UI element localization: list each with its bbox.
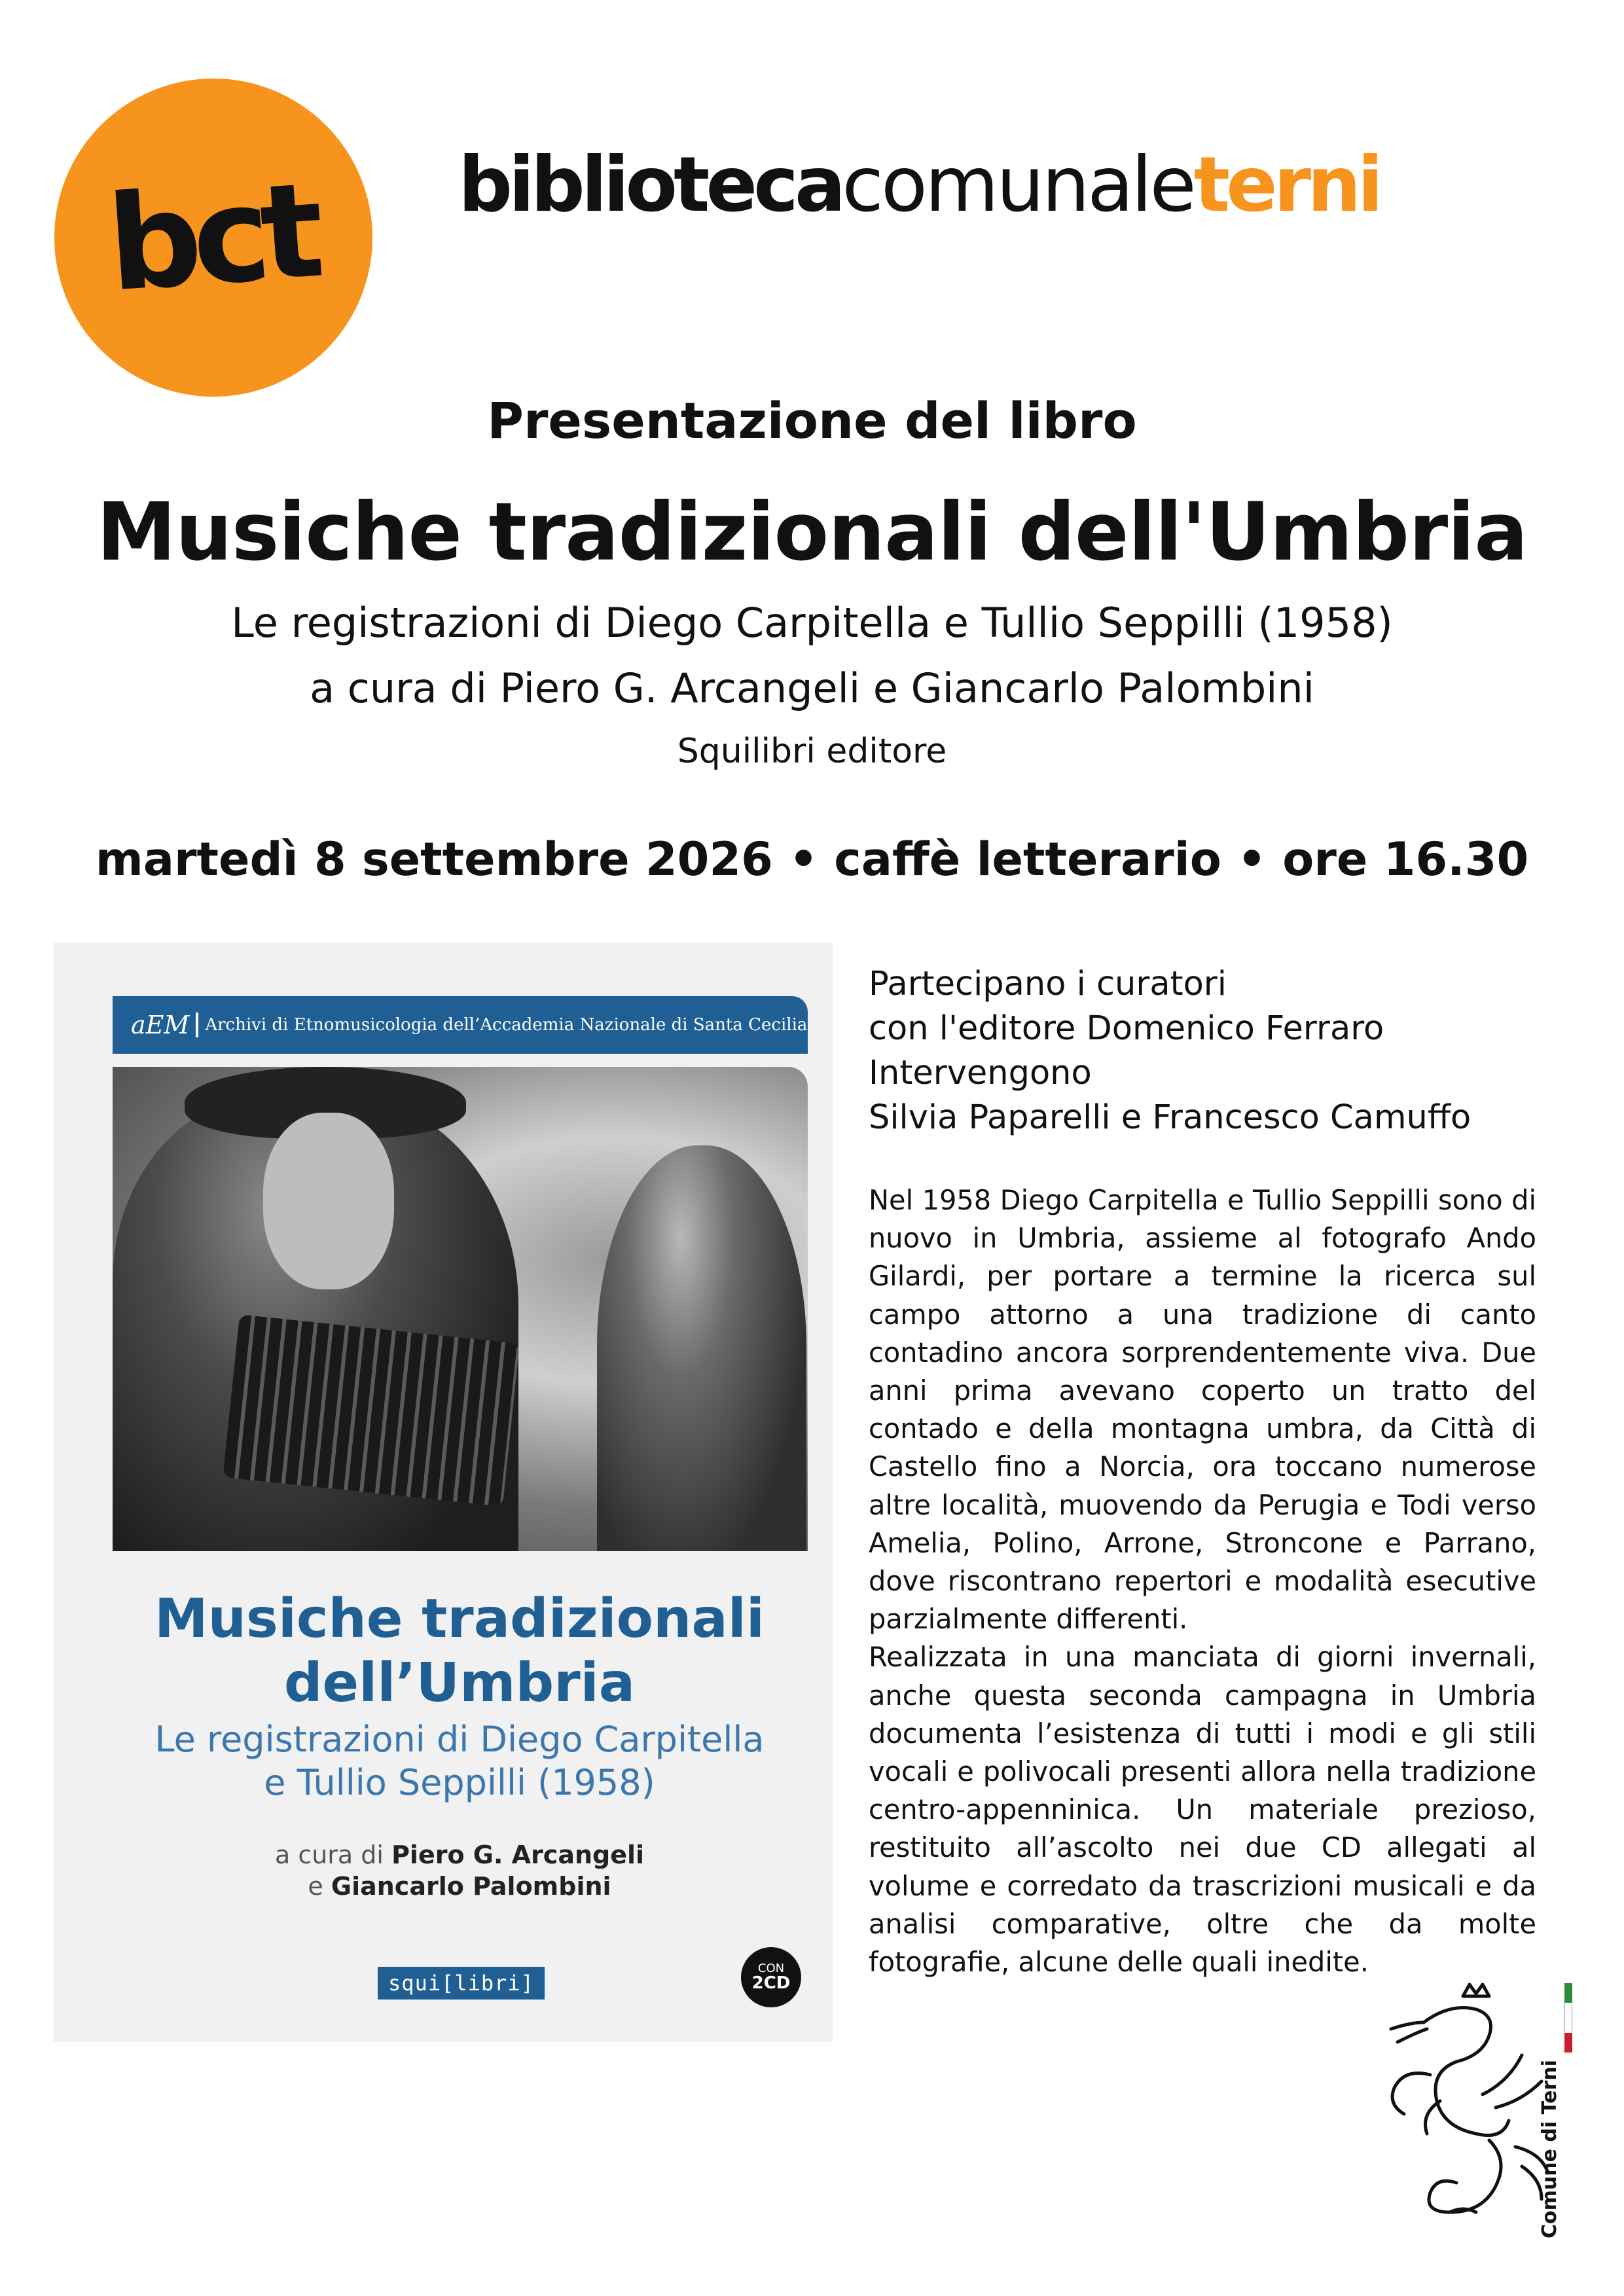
speakers-block [869, 962, 1536, 1140]
cd-badge-top: CON [757, 1962, 785, 1975]
cover-title-line1: Musiche tradizionali [154, 1588, 765, 1650]
curators: a cura di Piero G. Arcangeli e Giancarlo Palombini [310, 664, 1314, 712]
publisher: Squilibri editore [677, 732, 947, 771]
cover-curator-2: Giancarlo Palombini [331, 1872, 611, 1901]
photo-woman-silhouette [597, 1145, 806, 1551]
book-description [869, 1181, 1536, 1981]
flag-stripe [1564, 1983, 1572, 2053]
book-cover [54, 942, 833, 2042]
cover-title [54, 1587, 865, 1715]
series-name: Archivi di Etnomusicologia dell’Accademia Nazionale di Santa Cecilia [205, 1015, 808, 1035]
cover-curators [54, 1839, 865, 1902]
cover-subtitle-line1: Le registrazioni di Diego Carpitella [154, 1719, 765, 1760]
cd-badge [741, 1947, 801, 2007]
speakers-line: con l'editore Domenico Ferraro [869, 1009, 1384, 1048]
cover-subtitle-line2: e Tullio Seppilli (1958) [264, 1762, 655, 1803]
series-bar [113, 996, 808, 1054]
wordmark-biblioteca: biblioteca [458, 141, 842, 229]
photo-accordion [223, 1314, 520, 1507]
speakers-line: Silvia Paparelli e Francesco Camuffo [869, 1098, 1471, 1137]
wordmark-comunale: comunale [842, 141, 1194, 229]
cover-curators-label: a cura di [274, 1840, 384, 1869]
cover-subtitle [54, 1718, 865, 1804]
series-abbr: aEM [113, 1013, 198, 1037]
cd-badge-bottom: 2CD [751, 1973, 791, 1993]
library-wordmark [458, 141, 1380, 229]
photo-man-face [263, 1113, 394, 1289]
dragon-crest-icon [1384, 1977, 1555, 2225]
cover-curator-1: Piero G. Arcangeli [391, 1840, 645, 1869]
comune-label: Comune di Terni [1538, 2060, 1561, 2238]
speakers-line: Partecipano i curatori [869, 965, 1227, 1003]
subtitle: Le registrazioni di Diego Carpitella e Tullio Seppilli (1958) [231, 599, 1393, 647]
speakers-line: Intervengono [869, 1054, 1092, 1092]
cover-curators-conjunction: e [308, 1872, 323, 1901]
bct-logo [54, 79, 372, 397]
description-paragraph: Realizzata in una manciata di giorni invernali, anche questa seconda campagna in Umbria documenta l’esistenza di tutti i modi e gli stili vocali e polivocali presenti allora nella tradizione centro-appenninica. Un materiale prezioso, restituito all’ascolto nei due CD allegati al volume e corredato da trascrizioni musicali e da analisi comparative, oltre che da molte fotografie, alcune delle quali inedite. [869, 1641, 1536, 1979]
kicker: Presentazione del libro [487, 391, 1137, 450]
cover-publisher-logo: squi[libri] [378, 1967, 545, 2000]
event-details: martedì 8 settembre 2026 • caffè letterario • ore 16.30 [95, 833, 1529, 886]
cover-title-line2: dell’Umbria [283, 1652, 636, 1714]
page-title: Musiche tradizionali dell'Umbria [96, 486, 1528, 579]
bct-logo-text: bct [103, 154, 320, 321]
cover-photo [113, 1067, 808, 1551]
description-paragraph: Nel 1958 Diego Carpitella e Tullio Seppilli sono di nuovo in Umbria, assieme al fotografo Ando Gilardi, per portare a termine la ricerca sul campo attorno a una tradizione di canto contadino ancora sorprendentemente viva. Due anni prima avevano coperto un tratto del contado e della montagna umbra, da Città di Castello fino a Norcia, ora toccano numerose altre località, muovendo da Perugia e Todi verso Amelia, Polino, Arrone, Stroncone e Parrano, dove riscontrano repertori e modalità esecutive parzialmente differenti. [869, 1184, 1536, 1636]
wordmark-terni: terni [1193, 141, 1380, 229]
